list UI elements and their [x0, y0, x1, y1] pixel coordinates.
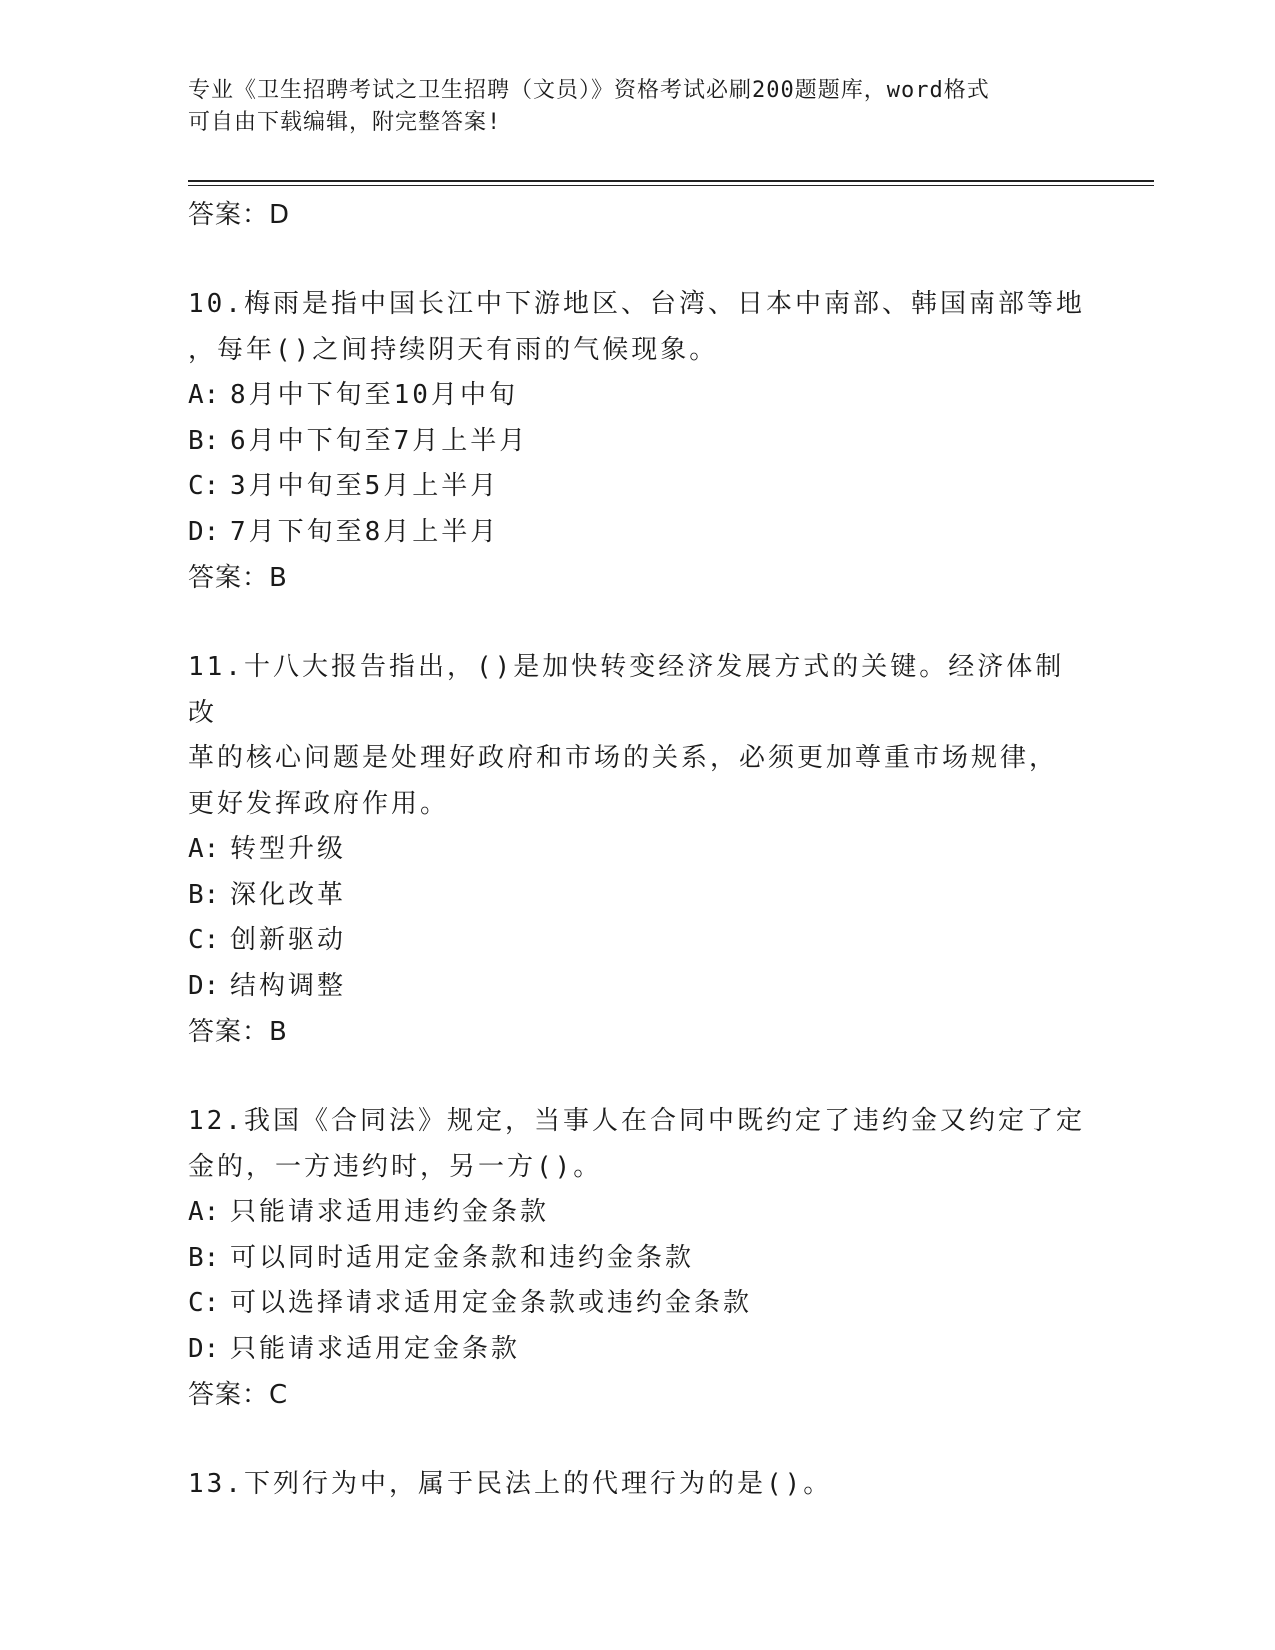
option-letter: C:: [188, 925, 220, 955]
header-line-2: 可自由下载编辑，附完整答案!: [188, 110, 502, 135]
option-b: [188, 873, 1088, 919]
stem-line: 12.我国《合同法》规定，当事人在合同中既约定了违约金又约定了定: [188, 1106, 1085, 1136]
option-text: 只能请求适用定金条款: [230, 1333, 521, 1364]
option-text: 8月中下旬至10月中旬: [230, 380, 518, 410]
question-stem: [188, 1462, 1088, 1508]
stem-line: 革的核心问题是处理好政府和市场的关系，必须更加尊重市场规律，: [188, 743, 1059, 773]
stem-line: 11.十八大报告指出，()是加快转变经济发展方式的关键。经济体制改: [188, 652, 1065, 728]
document-header: [188, 75, 1068, 139]
question-stem: [188, 282, 1088, 373]
stem-line: 13.下列行为中，属于民法上的代理行为的是()。: [188, 1469, 833, 1499]
option-text: 可以选择请求适用定金条款或违约金条款: [230, 1288, 753, 1318]
question-12: [188, 1099, 1088, 1418]
option-letter: D:: [188, 1333, 220, 1364]
option-letter: A:: [188, 380, 220, 410]
option-text: 可以同时适用定金条款和违约金条款: [230, 1242, 695, 1273]
option-d: [188, 1327, 1088, 1373]
option-letter: C:: [188, 1288, 220, 1318]
question-13: [188, 1462, 1088, 1508]
option-d: [188, 964, 1088, 1010]
option-b: [188, 1236, 1088, 1282]
option-letter: B:: [188, 879, 220, 910]
answer-line: 答案：B: [188, 563, 288, 593]
option-letter: A:: [188, 834, 220, 864]
option-c: [188, 918, 1088, 964]
option-a: [188, 373, 1088, 419]
header-divider-thin: [188, 185, 1154, 186]
option-text: 6月中下旬至7月上半月: [230, 425, 529, 456]
header-divider-thick: [188, 180, 1154, 182]
question-10: [188, 282, 1088, 601]
option-text: 深化改革: [230, 879, 347, 910]
option-letter: B:: [188, 1242, 220, 1273]
option-a: [188, 827, 1088, 873]
stem-line: ，每年()之间持续阴天有雨的气候现象。: [188, 334, 719, 365]
option-letter: D:: [188, 970, 220, 1001]
answer-line: 答案：C: [188, 1380, 289, 1410]
option-text: 7月下旬至8月上半月: [230, 516, 500, 547]
answer-line: 答案：B: [188, 1017, 288, 1047]
option-c: [188, 464, 1088, 510]
stem-line: 更好发挥政府作用。: [188, 788, 450, 819]
option-letter: A:: [188, 1197, 220, 1227]
option-text: 只能请求适用违约金条款: [230, 1197, 550, 1227]
header-line-1: 专业《卫生招聘考试之卫生招聘（文员）》资格考试必刷200题题库，word格式: [188, 78, 990, 103]
option-text: 转型升级: [230, 834, 347, 864]
question-11: [188, 645, 1088, 1055]
option-text: 3月中旬至5月上半月: [230, 471, 500, 501]
document-body: [188, 192, 1088, 1508]
option-letter: D:: [188, 516, 220, 547]
option-letter: C:: [188, 471, 220, 501]
stem-line: 10.梅雨是指中国长江中下游地区、台湾、日本中南部、韩国南部等地: [188, 289, 1085, 319]
option-letter: B:: [188, 425, 220, 456]
option-c: [188, 1281, 1088, 1327]
answer-line: 答案：D: [188, 200, 291, 230]
stem-line: 金的，一方违约时，另一方()。: [188, 1151, 603, 1182]
question-stem: [188, 1099, 1088, 1190]
option-text: 结构调整: [230, 970, 347, 1001]
option-text: 创新驱动: [230, 925, 347, 955]
question-stem: [188, 645, 1088, 827]
option-d: [188, 510, 1088, 556]
option-b: [188, 419, 1088, 465]
option-a: [188, 1190, 1088, 1236]
